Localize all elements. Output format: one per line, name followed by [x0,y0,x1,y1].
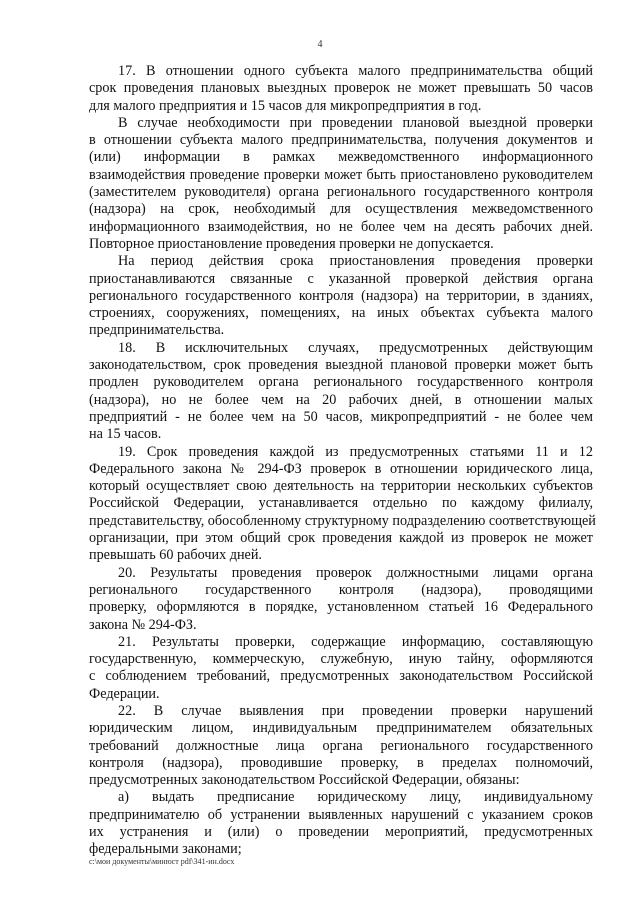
text-line: На период действия срока приостановления проведения проверки [118,253,593,270]
text-line: предпринимателю об устранении выявленных нарушений с указанием сроков [89,806,593,823]
text-line: 18. В исключительных случаях, предусмотренных действующим [118,339,593,356]
document-body [89,63,596,859]
footer-file-path: c:\мои документы\минюст pdf\341-ин.docx [89,857,235,866]
text-line: предусмотренных законодательством Российской Федерации, обязаны: [89,772,520,789]
text-line: регионального государственного контроля (надзора), проводящими [89,581,593,598]
text-line: представительству, обособленному структурному подразделению соответствующей [89,512,596,529]
text-line: 20. Результаты проведения проверок должностными лицами органа [118,564,593,581]
text-line: Федерального закона № 294-ФЗ проверок в отношении юридического лица, [89,460,593,477]
text-line: строениях, сооружениях, помещениях, на иных объектах субъекта малого [89,305,593,322]
text-line: (надзора), но не более чем на 20 рабочих дней, в отношении малых [89,391,593,408]
text-line: на 15 часов. [89,426,162,443]
text-line: (или) информации в рамках межведомственного информационного [89,149,593,166]
text-line: государственную, коммерческую, служебную, иную тайну, оформляются [89,651,593,668]
text-line: 22. В случае выявления при проведении проверки нарушений [118,702,593,719]
text-line: 21. Результаты проверки, содержащие информацию, составляющую [118,633,593,650]
text-line: в отношении субъекта малого предпринимательства, получения документов и [89,132,593,149]
text-line: Федерации. [89,685,160,702]
text-line: юридическим лицом, индивидуальным предпринимателем обязательных [89,720,593,737]
text-line: проверку, оформляются в порядке, установленном статьей 16 Федерального [89,599,593,616]
text-line: их устранения и (или) о проведении мероприятий, предусмотренных [89,824,593,841]
text-line: (заместителем руководителя) органа регионального государственного контроля [89,184,593,201]
text-line: контроля (надзора), проводившие проверку, в пределах полномочий, [89,754,593,771]
text-line: законодательством, срок проведения выездной плановой проверки может быть [89,357,593,374]
page-number: 4 [317,39,323,50]
text-line: Российской Федерации, устанавливается отдельно по каждому филиалу, [89,495,593,512]
text-line: превышать 60 рабочих дней. [89,547,262,564]
text-line: 17. В отношении одного субъекта малого предпринимательства общий [118,63,593,79]
text-line: продлен руководителем органа регионального государственного контроля [89,374,593,391]
text-line: организации, при этом общий срок проведения каждой из проверок не может [89,530,593,547]
text-line: предприятий - не более чем на 50 часов, микропредприятий - не более чем [89,408,593,425]
text-line: 19. Срок проведения каждой из предусмотренных статьями 11 и 12 [118,443,593,460]
text-line: (надзора) на срок, необходимый для осуществления межведомственного [89,201,593,218]
text-line: с соблюдением требований, предусмотренных законодательством Российской [89,668,593,685]
text-line: приостанавливаются связанные с указанной проверкой действия органа [89,270,593,287]
text-line: а) выдать предписание юридическому лицу, индивидуальному [118,789,593,806]
text-line: регионального государственного контроля (надзора) на территории, в зданиях, [89,287,593,304]
text-line: который осуществляет свою деятельность на территории нескольких субъектов [89,478,593,495]
text-line: закона № 294-ФЗ. [89,616,197,633]
text-line: федеральными законами; [89,841,242,858]
text-line: Повторное приостановление проведения проверки не допускается. [89,235,494,252]
text-line: В случае необходимости при проведении плановой выездной проверки [118,114,593,131]
text-line: предпринимательства. [89,322,225,339]
text-line: для малого предприятия и 15 часов для микропредприятия в год. [89,97,482,114]
text-line: срок проведения плановых выездных проверок не может превышать 50 часов [89,80,593,97]
text-line: требований должностные лица органа регионального государственного [89,737,593,754]
text-line: информационного взаимодействия, но не более чем на десять рабочих дней. [89,218,593,235]
text-line: взаимодействия проведение проверки может быть приостановлено руководителем [89,166,593,183]
